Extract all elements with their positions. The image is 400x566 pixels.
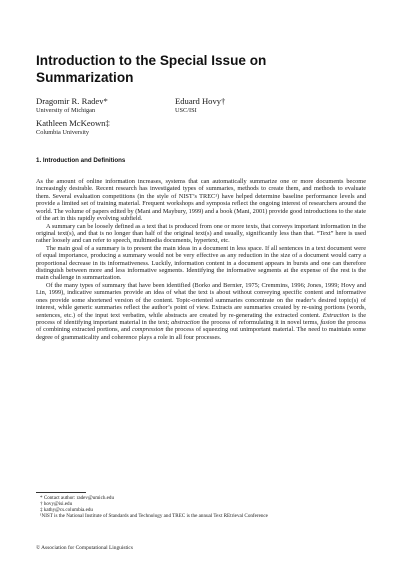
paragraph-4-text: is the process of identifying important material in the text; [36,311,367,327]
body-text [36,178,366,341]
footnote-nist: ¹NIST is the National Institute of Standards and Technology and TREC is the annual Text REtrieval Conference [40,513,268,519]
paragraph-3: The main goal of a summary is to present the main ideas in a document in less space. If all sentences in a text document were of equal importance, producing a summary would not be very effective as any reduction in the size of a document would carry a proportional decrease in its informativeness. Luckily, information content in a document appears in bursts and one can therefore distinguish between more and less informative segments. Identifying the informative segments at the expense of the rest is the main challenge in summarization. [36,244,366,282]
footnotes [36,495,366,519]
author-affiliation: USC/ISI [175,106,197,114]
footnote-divider [36,492,86,493]
paragraph-4-text: the process of reformulating it in novel terms, [199,319,321,327]
term-extraction: Extraction [322,311,350,319]
term-compression: compression [131,326,164,334]
paragraph-4 [36,282,366,341]
author-affiliation: University of Michigan [36,106,96,114]
copyright-notice: © Association for Computational Linguistics [36,545,133,551]
paragraph-2: A summary can be loosely defined as a text that is produced from one or more texts, that conveys important information in the original text(s), and that is no longer than half of the original text(s) and usually, significantly less than that. “Text” here is used rather loosely and can refer to speech, multimedia documents, hypertext, etc. [36,222,366,245]
section-heading: 1. Introduction and Definitions [36,157,126,164]
paragraph-4-text: the process of squeezing out unimportant material. The need to maintain some degree of grammaticality and coherence plays a role in all four processes. [36,326,366,341]
paragraph-1: As the amount of online information increases, systems that can automatically summarize one or more documents become increasingly desirable. Recent research has investigated types of summaries, methods to create them, and methods to evaluate them. Several evaluation competitions (in the style of NIST’s TREC¹) have helped determine baseline performance levels and provide a limited set of training material. Frequent workshops and symposia reflect the ongoing interest of researchers around the world. The volume of papers edited by (Mani and Maybury, 1999) and a book (Mani, 2001) provide good introductions to the state of the art in this rapidly evolving subfield. [36,178,366,223]
author-name: Eduard Hovy† [175,96,226,106]
author-affiliation: Columbia University [36,128,89,136]
author-hovy [175,97,225,114]
footnote-hovy: † hovy@isi.edu [40,501,73,507]
author-name: Kathleen McKeown‡ [36,118,110,128]
author-name: Dragomir R. Radev* [36,96,108,106]
paragraph-4-text: the process of combining extracted portions, and [36,319,367,334]
paragraph-4-text: Of the many types of summary that have been identified (Borko and Bernier, 1975; Cremmins, 1996; Jones, 1999; Hovy and Lin, 1999), indicative summaries provide an idea of what the text is about without conveying specific content and informative ones provide some shortened version of the content. Topic-oriented summaries concentrate on the reader’s desired topic(s) of interest, while generic summaries reflect the author’s point of view. Extracts are summaries created by re-using portions (words, sentences, etc.) of the input text verbatim, while abstracts are created by re-generating the extracted content. [36,281,366,319]
author-radev [36,97,108,114]
paper-title: Introduction to the Special Issue on Summarization [36,53,267,85]
author-mckeown [36,119,110,136]
term-abstraction: abstraction [171,319,200,327]
term-fusion: fusion [320,319,336,327]
footnote-contact: * Contact author: radev@umich.edu [40,495,115,501]
footnote-mckeown: ‡ kathy@cs.columbia.edu [40,507,93,513]
